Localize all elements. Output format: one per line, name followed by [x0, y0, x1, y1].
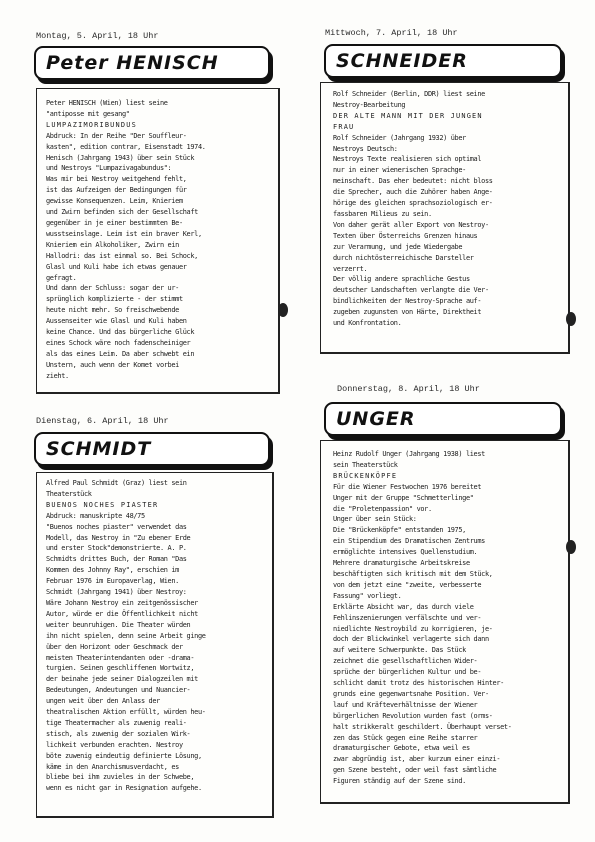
text-line: DER ALTE MANN MIT DER JUNGEN	[333, 111, 483, 120]
text-line: niedlichte Nestroybild zu korrigieren, je-	[333, 624, 493, 633]
text-line: Februar 1976 im Europaverlag, Wien.	[46, 577, 179, 586]
section-name-henisch: Peter HENISCH	[46, 52, 219, 74]
text-line: Aussenseiter wie Glasl und Kuli haben	[46, 317, 187, 326]
text-line: zur Verarmung, und jede Wiedergabe	[333, 242, 463, 251]
text-line: tige Theatermacher als zuwenig reali-	[46, 718, 187, 727]
text-line: Fassung" vorliegt.	[333, 591, 402, 600]
text-line: "antiposse mit gesang"	[46, 109, 130, 118]
text-line: über den Horizont oder Geschmack der	[46, 642, 183, 651]
text-line: beschäftigten sich kritisch mit dem Stück,	[333, 569, 493, 578]
section-banner-henisch	[34, 46, 270, 80]
section-name-schneider: SCHNEIDER	[336, 50, 468, 72]
text-line: "Buenos noches piaster" verwendet das	[46, 522, 187, 531]
text-line: gefragt.	[46, 273, 77, 282]
text-line: meisten Theaterintendanten oder -drama-	[46, 653, 195, 662]
section-banner-unger	[324, 402, 562, 436]
text-line: Schmidt (Jahrgang 1941) über Nestroy:	[46, 588, 187, 597]
text-line: zieht.	[46, 371, 69, 380]
text-line: Und dann der Schluss: sogar der ur-	[46, 284, 179, 293]
text-line: deutscher Landschaften verlangte die Ver-	[333, 286, 489, 295]
text-line: schlicht damit trotz des historischen Hinter-	[333, 679, 504, 688]
text-line: Peter HENISCH (Wien) liest seine	[46, 99, 168, 107]
text-line: als das eines Leim. Da aber schwebt ein	[46, 349, 195, 358]
text-line: böte zuwenig eindeutig definierte Lösung,	[46, 751, 202, 760]
text-line: Hallodri: das ist einmal so. Bei Schock,	[46, 251, 198, 260]
text-line: sprünglich komplizierte - der stimmt	[46, 295, 183, 304]
text-line: Fehlinszenierungen verfälschte und ver-	[333, 613, 482, 622]
text-line: verzerrt.	[333, 264, 368, 273]
section-date-henisch: Montag, 5. April, 18 Uhr	[36, 31, 159, 41]
text-line: und Nestroys "Lumpazivagabundus":	[46, 164, 172, 173]
text-line: weiter beunruhigen. Die Theater würden	[46, 620, 191, 629]
margin-mark	[566, 312, 576, 326]
text-line: Rolf Schneider (Jahrgang 1932) über	[333, 133, 466, 142]
text-line: Nestroys Deutsch:	[333, 144, 398, 153]
section-text-unger	[333, 449, 565, 787]
text-line: der beinahe jede seiner Dialogzeilen mit	[46, 675, 198, 684]
section-text-schmidt	[46, 478, 268, 794]
text-line: Nestroys Texte realisieren sich optimal	[333, 155, 482, 164]
text-line: Alfred Paul Schmidt (Graz) liest sein	[46, 479, 187, 487]
text-line: Abdruck: manuskripte 48/75	[46, 511, 145, 520]
text-line: Der völlig andere sprachliche Gestus	[333, 275, 470, 284]
text-line: Knieriem ein Alkoholiker, Zwirn ein	[46, 240, 179, 249]
text-line: sprüche der bürgerlichen Kultur und be-	[333, 668, 482, 677]
text-line: wusstseinslage. Leim ist ein braver Kerl,	[46, 229, 202, 238]
section-name-schmidt: SCHMIDT	[46, 438, 152, 460]
section-date-unger: Donnerstag, 8. April, 18 Uhr	[337, 384, 480, 394]
text-line: ein Stipendium des Dramatischen Zentrums	[333, 537, 485, 546]
text-line: dramaturgischer Gebote, etwa weil es	[333, 744, 470, 753]
text-line: fassbaren Milieus zu sein.	[333, 209, 432, 218]
text-line: BUENOS NOCHES PIASTER	[46, 500, 159, 509]
text-line: Bedeutungen, Andeutungen und Nuancier-	[46, 686, 191, 695]
text-line: wenn es nicht gar in Resignation aufgehe.	[46, 784, 202, 793]
section-banner-schneider	[324, 44, 562, 78]
text-line: Glasl und Kuli habe ich etwas genauer	[46, 262, 187, 271]
text-line: lichkeit verbunden erachten. Nestroy	[46, 740, 183, 749]
text-line: theatralischen Aktion erfüllt, würden heu-	[46, 708, 206, 717]
text-line: Mehrere dramaturgische Arbeitskreise	[333, 559, 470, 568]
text-line: auf weitere Schwerpunkte. Das Stück	[333, 646, 466, 655]
text-line: LUMPAZIMORIBUNDUS	[46, 120, 137, 129]
text-line: ist das Aufzeigen der Bedingungen für	[46, 186, 187, 195]
section-text-schneider	[333, 89, 565, 329]
text-line: und Konfrontation.	[333, 319, 402, 328]
text-line: die Sprecher, auch die Zuhörer haben Ange-	[333, 188, 493, 197]
text-line: Autor, würde er die Öffentlichkeit nicht	[46, 609, 198, 618]
text-line: Wäre Johann Nestroy ein zeitgenössischer	[46, 598, 198, 607]
text-line: zen das Stück gegen eine Reihe starrer	[333, 733, 478, 742]
text-line: gewisse Konsequenzen. Leim, Knieriem	[46, 197, 183, 206]
text-line: Abdruck: In der Reihe "Der Souffleur-	[46, 131, 187, 140]
text-line: gegenüber in je einer bestimmten Be-	[46, 218, 183, 227]
text-line: heute nicht mehr. So freischwebende	[46, 306, 179, 315]
text-line: Rolf Schneider (Berlin, DDR) liest seine	[333, 90, 485, 98]
text-line: bindlichkeiten der Nestroy-Sprache auf-	[333, 297, 482, 306]
text-line: die "Proletenpassion" vor.	[333, 504, 432, 513]
text-line: keine Chance. Und das bürgerliche Glück	[46, 328, 195, 337]
text-line: von dem jetzt eine "zweite, verbesserte	[333, 580, 482, 589]
text-line: Die "Brückenköpfe" entstanden 1975,	[333, 526, 466, 535]
text-line: turgien. Seinen geschliffenen Wortwitz,	[46, 664, 195, 673]
section-name-unger: UNGER	[336, 408, 416, 430]
text-line: Schmidts drittes Buch, der Roman "Das	[46, 555, 187, 564]
text-line: meinschaft. Das eher bedeutet: nicht bloss	[333, 177, 493, 186]
text-line: Texten über Österreichs Grenzen hinaus	[333, 231, 478, 240]
text-line: stisch, als zuwenig der sozialen Wirk-	[46, 729, 191, 738]
section-text-henisch	[46, 98, 274, 382]
text-line: bliebe bei ihm zuvieles in der Schwebe,	[46, 773, 195, 782]
text-line: Nestroy-Bearbeitung	[333, 100, 406, 109]
text-line: Heinz Rudolf Unger (Jahrgang 1938) liest	[333, 450, 485, 458]
text-line: halt strikkeralt geschildert. Überhaupt verset-	[333, 722, 512, 731]
text-line: grunds eine gegenwartsnahe Position. Ver-	[333, 689, 489, 698]
text-line: Unger über sein Stück:	[333, 515, 417, 524]
text-line: Erklärte Absicht war, das durch viele	[333, 602, 474, 611]
section-date-schmidt: Dienstag, 6. April, 18 Uhr	[36, 416, 169, 426]
text-line: BRÜCKENKÖPFE	[333, 471, 398, 480]
text-line: Henisch (Jahrgang 1943) über sein Stück	[46, 153, 195, 162]
text-line: hörige des gleichen sprachsoziologisch er-	[333, 199, 493, 208]
text-line: zugeben zugunsten von Härte, Direktheit	[333, 308, 482, 317]
section-banner-schmidt	[34, 432, 270, 466]
text-line: nur in einer wienerischen Sprachge-	[333, 166, 466, 175]
text-line: Was mir bei Nestroy weitgehend fehlt,	[46, 175, 187, 184]
text-line: Figuren ständig auf der Szene sind.	[333, 777, 466, 786]
text-line: Unger mit der Gruppe "Schmetterlinge"	[333, 493, 474, 502]
text-line: zwar abgründig ist, aber kurzum einer einzi-	[333, 755, 501, 764]
text-line: ungen weit über den Anlass der	[46, 697, 160, 706]
text-line: Modell, das Nestroy in "Zu ebener Erde	[46, 533, 191, 542]
text-line: FRAU	[333, 122, 355, 131]
text-line: ermöglichte intensives Quellenstudium.	[333, 548, 478, 557]
text-line: doch der Blickwinkel verlagerte sich dann	[333, 635, 489, 644]
text-line: durch nichtösterreichische Darsteller	[333, 253, 474, 262]
text-line: sein Theaterstück	[333, 460, 398, 469]
text-line: gen Szene besteht, oder weil fast sämtliche	[333, 766, 497, 775]
text-line: lauf und Kräfteverhältnisse der Wiener	[333, 700, 478, 709]
text-line: eines Schock wäre noch fadenscheiniger	[46, 338, 191, 347]
text-line: Kommen des Johnny Ray", erschien im	[46, 566, 179, 575]
margin-mark	[566, 540, 576, 554]
text-line: Für die Wiener Festwochen 1976 bereitet	[333, 482, 482, 491]
text-line: Theaterstück	[46, 489, 92, 498]
text-line: und erster Stock"demonstrierte. A. P.	[46, 544, 187, 553]
text-line: bürgerlichen Revolution wurden fast (orms-	[333, 711, 493, 720]
text-line: kasten", edition contrar, Eisenstadt 1974.	[46, 142, 206, 151]
margin-mark	[278, 303, 288, 317]
section-date-schneider: Mittwoch, 7. April, 18 Uhr	[325, 28, 458, 38]
text-line: und Zwirn befinden sich der Gesellschaft	[46, 208, 198, 217]
text-line: Unstern, auch wenn der Komet vorbei	[46, 360, 179, 369]
text-line: Von daher gerät aller Export von Nestroy-	[333, 220, 489, 229]
text-line: käme in den Anarchismusverdacht, es	[46, 762, 179, 771]
text-line: zeichnet die gesellschaftlichen Wider-	[333, 657, 478, 666]
text-line: ihn nicht spielen, denn seine Arbeit ginge	[46, 631, 206, 640]
